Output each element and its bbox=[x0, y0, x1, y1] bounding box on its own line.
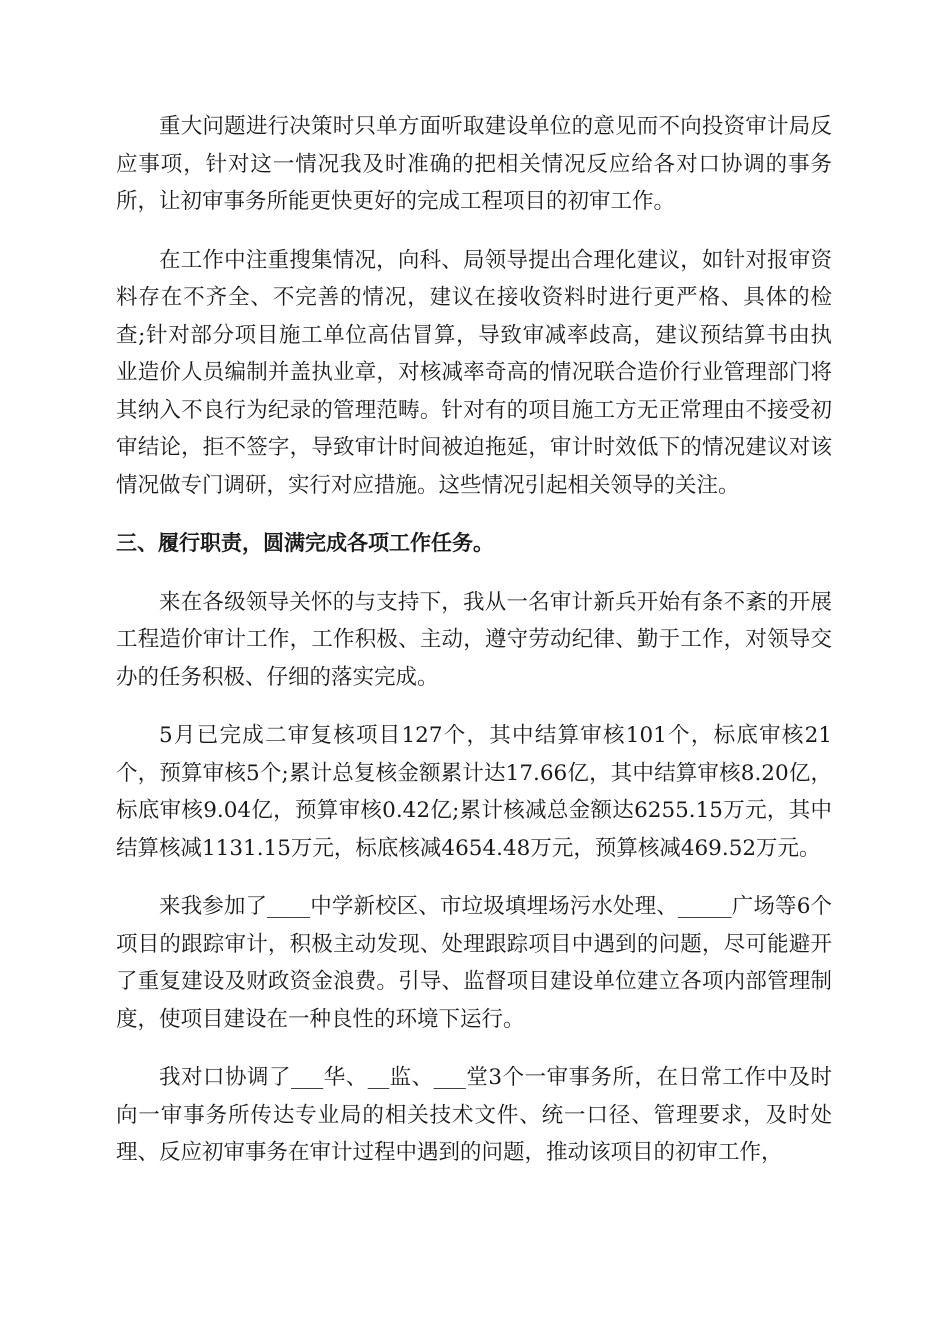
section-heading-3: 三、履行职责，圆满完成各项工作任务。 bbox=[116, 531, 494, 555]
paragraph-2: 在工作中注重搜集情况，向科、局领导提出合理化建议，如针对报审资料存在不齐全、不完善的情况，建议在接收资料时进行更严格、具体的检查;针对部分项目施工单位高估冒算，导致审减率歧高，建议预结算书由执业造价人员编制并盖执业章，对核减率奇高的情况联合造价行业管理部门将其纳入不良行为纪录的管理范畴。针对有的项目施工方无正常理由不接受初审结论，拒不签字，导致审计时间被迫拖延，审计时效低下的情况建议对该情况做专门调研，实行对应措施。这些情况引起相关领导的关注。 bbox=[116, 247, 832, 498]
paragraph-6: 我对口协调了___华、__监、___堂3个一审事务所，在日常工作中及时向一审事务所传达专业局的相关技术文件、统一口径、管理要求，及时处理、反应初审事务在审计过程中遇到的问题，推动该项目的初审工作， bbox=[116, 1065, 832, 1165]
paragraph-3: 来在各级领导关怀的与支持下，我从一名审计新兵开始有条不紊的开展工程造价审计工作，工作积极、主动，遵守劳动纪律、勤于工作，对领导交办的任务积极、仔细的落实完成。 bbox=[116, 589, 832, 690]
paragraph-4: 5月已完成二审复核项目127个，其中结算审核101个，标底审核21个，预算审核5个;累计总复核金额累计达17.66亿，其中结算审核8.20亿，标底审核9.04亿，预算审核0.42亿;累计核减总金额达6255.15万元，其中结算核减1131.15万元，标底核减4654.48万元，预算核减469.52万元。 bbox=[116, 723, 832, 861]
document-body bbox=[116, 108, 832, 1172]
paragraph-1: 重大问题进行决策时只单方面听取建设单位的意见而不向投资审计局反应事项，针对这一情况我及时准确的把相关情况反应给各对口协调的事务所，让初审事务所能更快更好的完成工程项目的初审工作。 bbox=[116, 114, 832, 214]
paragraph-5: 来我参加了____中学新校区、市垃圾填埋场污水处理、_____广场等6个项目的跟踪审计，积极主动发现、处理跟踪项目中遇到的问题，尽可能避开了重复建设及财政资金浪费。引导、监督项目建设单位建立各项内部管理制度，使项目建设在一种良性的环境下运行。 bbox=[116, 894, 832, 1032]
